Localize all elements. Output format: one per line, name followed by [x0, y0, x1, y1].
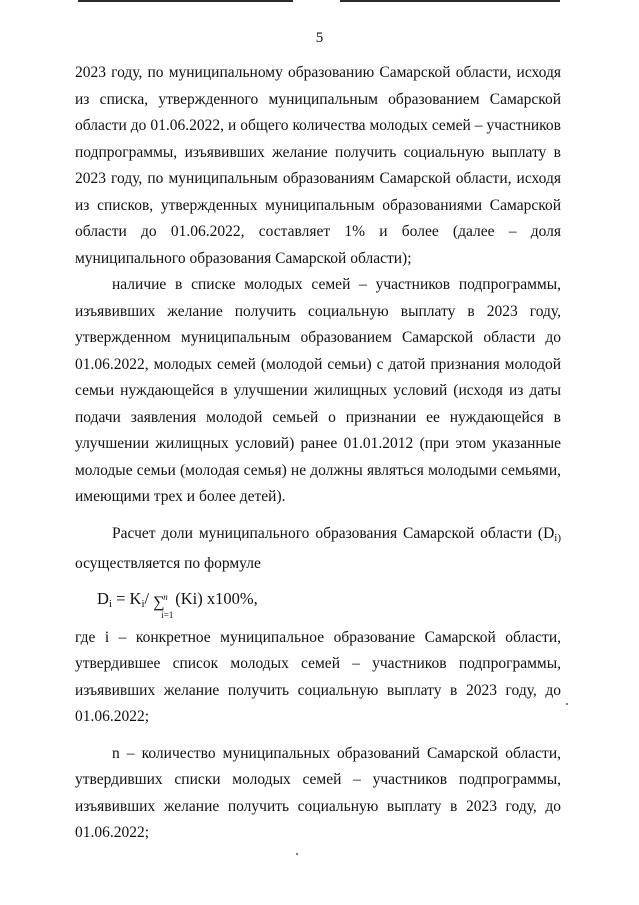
- scan-speck: [296, 853, 298, 855]
- formula: [75, 582, 561, 621]
- paragraph-3: [75, 521, 561, 578]
- formula-d-subscript: i: [108, 597, 112, 610]
- paragraph-1: 2023 году, по муниципальному образованию Самарской области, исходя из списка, утвержденного муниципальным образованием Самарской области до 01.06.2022, и общего количества молодых семей – участников подпрограммы, изъявивших желание получить социальную выплату в 2023 году, по муниципальным образованиям Самарской области, исходя из списков, утвержденных муниципальным образованиями Самарской области до 01.06.2022, составляет 1% и более (далее – доля муниципального образования Самарской области);: [75, 64, 561, 267]
- formula-d: D: [97, 588, 109, 608]
- top-scan-line-left: [78, 0, 293, 2]
- top-scan-line-right: [340, 0, 560, 2]
- sum-upper-limit: n: [163, 591, 168, 602]
- paragraph-3-subscript: i): [554, 531, 561, 544]
- formula-k-subscript: i: [141, 597, 145, 610]
- sum-symbol: [153, 588, 175, 620]
- body-text: [75, 60, 561, 847]
- scan-speck: [566, 703, 568, 705]
- sum-lower-limit: i=1: [161, 609, 174, 620]
- paragraph-3-text: Расчет доли муниципального образования Самарской области (D: [112, 524, 555, 542]
- sigma-glyph: ∑: [153, 593, 165, 611]
- formula-slash: /: [144, 588, 154, 608]
- paragraph-2: наличие в списке молодых семей – участников подпрограммы, изъявивших желание получить социальную выплату в 2023 году, утвержденном муниципальным образованием Самарской области до 01.06.2022, молодых семей (молодой семьи) с датой признания молодой семьи нуждающейся в улучшении жилищных условий (исходя из даты подачи заявления молодой семьей о признании ее нуждающейся в улучшении жилищных условий) ранее 01.01.2012 (при этом указанные молодые семьи (молодая семья) не должны являться молодыми семьями, имеющими трех и более детей).: [75, 276, 561, 505]
- page-number: 5: [315, 30, 324, 46]
- paragraph-5: n – количество муниципальных образований Самарской области, утвердивших списки молодых семей – участников подпрограммы, изъявивших желание получить социальную выплату в 2023 году, до 01.06.2022;: [75, 744, 561, 841]
- paragraph-4: где i – конкретное муниципальное образование Самарской области, утвердившее список молодых семей – участников подпрограммы, изъявивших желание получить социальную выплату в 2023 году, до 01.06.2022;: [75, 628, 561, 725]
- paragraph-3-tail: осуществляется по формуле: [75, 555, 261, 572]
- formula-body: (Ki) x100%,: [175, 588, 258, 608]
- formula-eq: = K: [111, 588, 142, 608]
